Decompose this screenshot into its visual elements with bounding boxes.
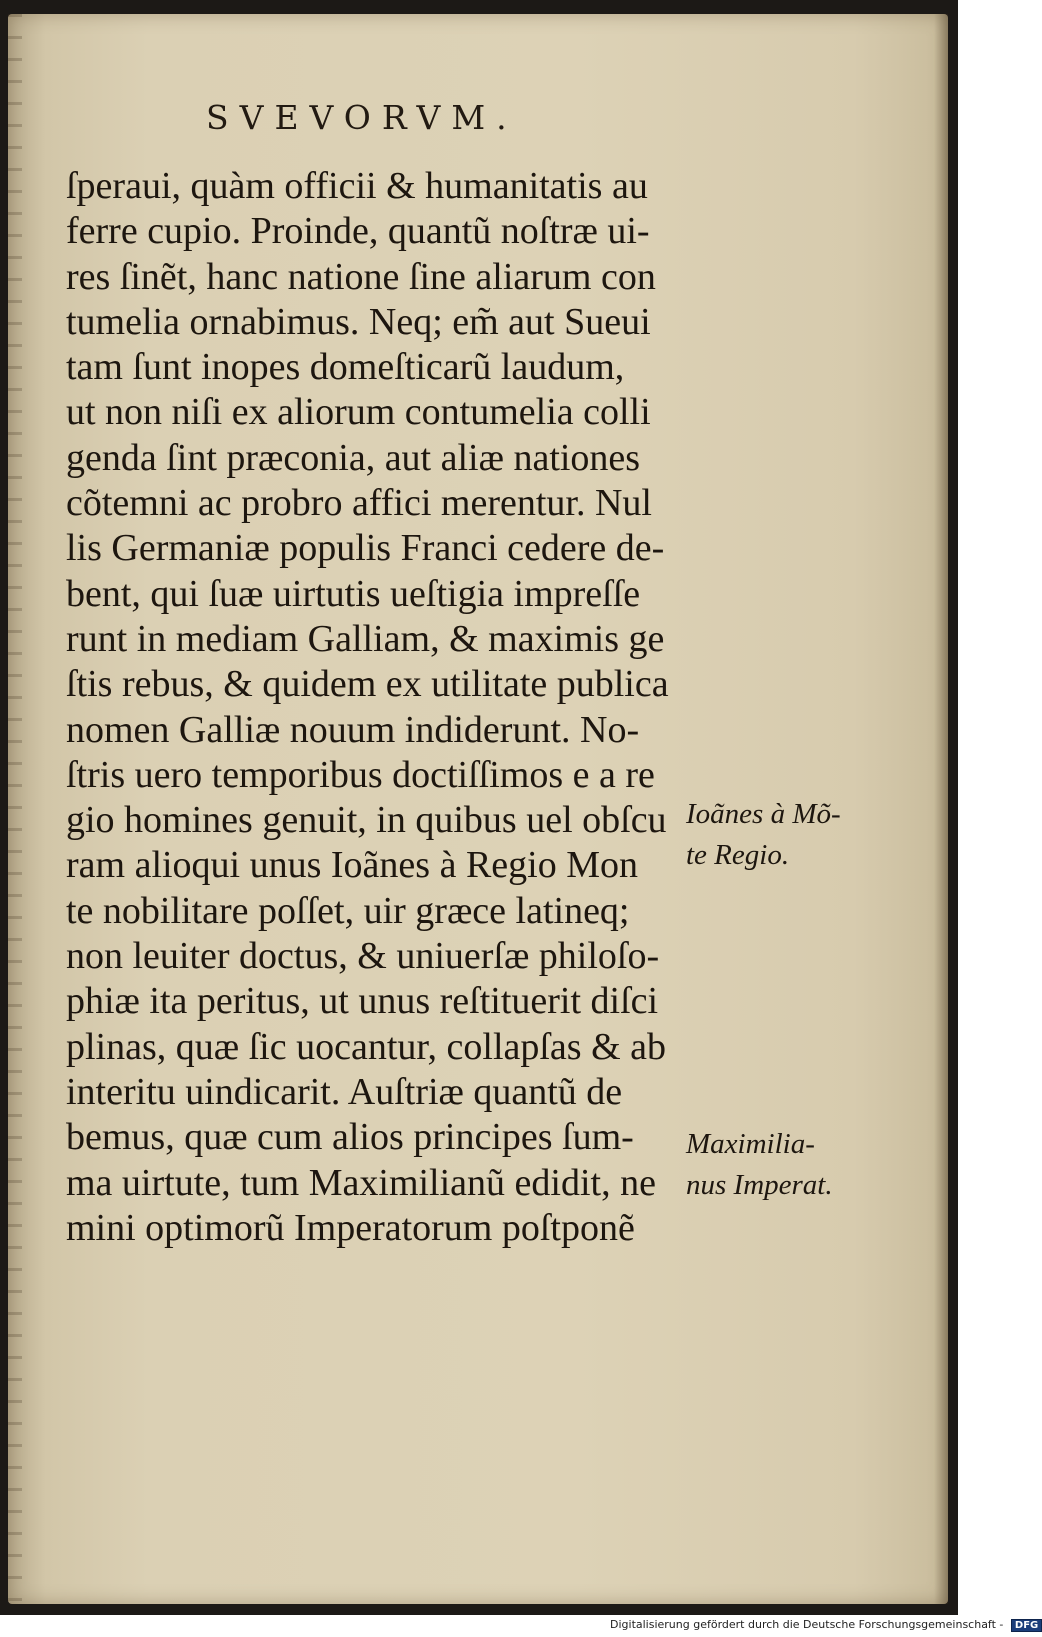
- text-line: cõtemni ac probro affici merentur. Nul: [66, 482, 652, 525]
- text-line: lis Germaniæ populis Franci cedere de-: [66, 527, 665, 570]
- text-line: mini optimorũ Imperatorum poſtponẽ: [66, 1206, 635, 1249]
- text-line: ram alioqui unus Ioãnes à Regio Mon: [66, 844, 639, 887]
- page-edge-shadow: [8, 14, 22, 1604]
- text-line: bent, qui ſuæ uirtutis ueſtigia impreſſe: [66, 572, 641, 615]
- text-line: ſtis rebus, & quidem ex utilitate publica: [66, 663, 669, 706]
- text-line: runt in mediam Galliam, & maximis ge: [66, 617, 665, 660]
- text-line: bemus, quæ cum alios principes ſum-: [66, 1116, 634, 1159]
- marginal-note-line: Ioãnes à Mõ-: [686, 798, 841, 830]
- marginal-note-maximilianus: [686, 1124, 866, 1206]
- text-line: te nobilitare poſſet, uir græce latineq;: [66, 889, 630, 932]
- text-line: interitu uindicarit. Auſtriæ quantũ de: [66, 1070, 623, 1113]
- text-line: ſperaui, quàm officii & humanitatis au: [66, 165, 648, 207]
- running-head: SVEVORVM.: [206, 98, 518, 137]
- text-line: ma uirtute, tum Maximilianũ edidit, ne: [66, 1161, 656, 1204]
- marginal-note-line: Maximilia-: [686, 1128, 815, 1160]
- digitization-credit-text: Digitalisierung gefördert durch die Deutsche Forschungsgemeinschaft -: [610, 1618, 1004, 1631]
- digitization-credit: [610, 1618, 1042, 1632]
- text-line: ut non niſi ex aliorum contumelia colli: [66, 391, 651, 434]
- text-line: phiæ ita peritus, ut unus reſtituerit diſci: [66, 980, 659, 1023]
- text-line: nomen Galliæ nouum indiderunt. No-: [66, 708, 640, 751]
- dfg-logo: DFG: [1011, 1619, 1042, 1632]
- marginal-note-line: nus Imperat.: [686, 1169, 833, 1201]
- marginal-note-ioannes: [686, 794, 866, 876]
- text-line: ſtris uero temporibus doctiſſimos e a re: [66, 753, 655, 796]
- text-line: non leuiter doctus, & uniuerſæ philoſo-: [66, 935, 660, 978]
- text-line: res ſinẽt, hanc natione ſine aliarum con: [66, 255, 656, 298]
- text-line: tam ſunt inopes domeſticarũ laudum,: [66, 346, 625, 389]
- marginal-note-line: te Regio.: [686, 839, 790, 871]
- book-page: [8, 14, 948, 1604]
- text-line: tumelia ornabimus. Neq; em̃ aut Sueui: [66, 300, 651, 343]
- text-line: ferre cupio. Proinde, quantũ noſtræ ui-: [66, 210, 650, 253]
- body-text: [66, 164, 696, 1251]
- text-line: plinas, quæ ſic uocantur, collapſas & ab: [66, 1025, 667, 1068]
- text-line: gio homines genuit, in quibus uel obſcu: [66, 799, 667, 842]
- text-line: genda ſint præconia, aut aliæ nationes: [66, 436, 641, 479]
